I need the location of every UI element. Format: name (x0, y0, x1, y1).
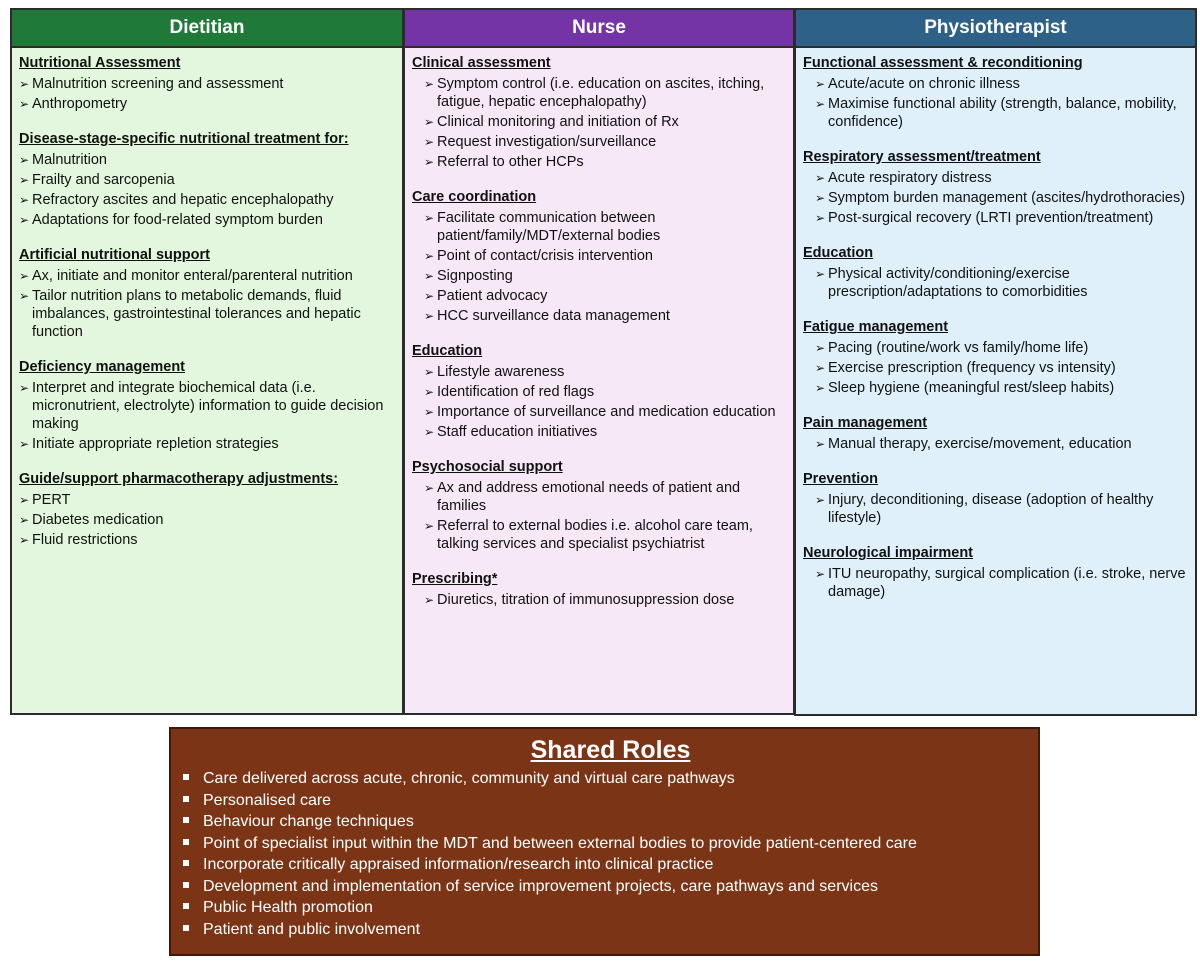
section-title: Neurological impairment (803, 545, 974, 561)
section (412, 188, 785, 325)
section (19, 470, 394, 549)
list-item-text: Staff education initiatives (437, 424, 598, 440)
section (412, 54, 785, 171)
list-item (815, 435, 1187, 453)
section-title: Respiratory assessment/treatment (803, 149, 1041, 165)
list-item (19, 287, 394, 341)
arrow-bullet-icon: ➢ (19, 173, 30, 187)
shared-role-item (183, 833, 1038, 855)
shared-role-item (183, 854, 1038, 876)
section (803, 54, 1187, 131)
list-item-text: Malnutrition (32, 152, 107, 168)
nurse-column (403, 8, 795, 715)
arrow-bullet-icon: ➢ (815, 171, 826, 185)
list-item (424, 75, 785, 111)
section (19, 246, 394, 341)
list-item-text: Acute/acute on chronic illness (828, 76, 1020, 92)
list-item (424, 591, 785, 609)
section (803, 318, 1187, 397)
physiotherapist-header: Physiotherapist (796, 10, 1195, 48)
list-item-text: PERT (32, 492, 71, 508)
arrow-bullet-icon: ➢ (19, 437, 30, 451)
nurse-body (405, 48, 793, 713)
section (412, 458, 785, 553)
section (19, 54, 394, 113)
list-item-text: Point of contact/crisis intervention (437, 248, 653, 264)
list-item-text: Request investigation/surveillance (437, 134, 657, 150)
list-item-text: Physical activity/conditioning/exercise prescription/adaptations to comorbidities (828, 266, 1088, 300)
list-item-text: Manual therapy, exercise/movement, education (828, 436, 1132, 452)
list-item-text: Interpret and integrate biochemical data (i.e. micronutrient, electrolyte) information to guide decision making (32, 380, 384, 432)
section-title: Pain management (803, 415, 928, 431)
list-item-text: Post-surgical recovery (LRTI prevention/treatment) (828, 210, 1154, 226)
shared-role-text: Incorporate critically appraised information/research into clinical practice (203, 856, 714, 873)
shared-role-item (183, 897, 1038, 919)
list-item (424, 517, 785, 553)
arrow-bullet-icon: ➢ (815, 361, 826, 375)
list-item (19, 267, 394, 285)
arrow-bullet-icon: ➢ (424, 405, 435, 419)
list-item (815, 169, 1187, 187)
list-item (424, 363, 785, 381)
list-item-text: Tailor nutrition plans to metabolic demands, fluid imbalances, gastrointestinal tolerances and hepatic function (32, 288, 361, 340)
shared-roles-title: Shared Roles (530, 736, 691, 764)
arrow-bullet-icon: ➢ (424, 155, 435, 169)
section (803, 148, 1187, 227)
list-item (424, 287, 785, 305)
list-item (424, 209, 785, 245)
arrow-bullet-icon: ➢ (424, 385, 435, 399)
list-item-text: Initiate appropriate repletion strategies (32, 436, 279, 452)
list-item (424, 153, 785, 171)
list-item (19, 379, 394, 433)
arrow-bullet-icon: ➢ (424, 309, 435, 323)
list-item-text: Sleep hygiene (meaningful rest/sleep habits) (828, 380, 1115, 396)
list-item-text: Identification of red flags (437, 384, 595, 400)
arrow-bullet-icon: ➢ (815, 493, 826, 507)
list-item-text: Acute respiratory distress (828, 170, 992, 186)
list-item (19, 75, 394, 93)
list-item-text: Ax, initiate and monitor enteral/parenteral nutrition (32, 268, 353, 284)
list-item (815, 565, 1187, 601)
list-item (815, 265, 1187, 301)
shared-role-text: Patient and public involvement (203, 920, 421, 938)
arrow-bullet-icon: ➢ (815, 267, 826, 281)
list-item-text: Referral to external bodies i.e. alcohol care team, talking services and specialist psychiatrist (437, 518, 753, 552)
shared-role-text: Care delivered across acute, chronic, community and virtual care pathways (203, 770, 735, 787)
list-item (19, 531, 394, 549)
list-item-text: Adaptations for food-related symptom burden (32, 212, 323, 228)
arrow-bullet-icon: ➢ (424, 519, 435, 533)
nurse-header: Nurse (405, 10, 793, 48)
list-item (815, 359, 1187, 377)
section-title: Guide/support pharmacotherapy adjustments: (19, 471, 339, 487)
square-bullet-icon (183, 839, 189, 845)
list-item (19, 171, 394, 189)
list-item-text: Refractory ascites and hepatic encephalopathy (32, 192, 334, 208)
section-title: Care coordination (412, 189, 537, 205)
section-title: Clinical assessment (412, 55, 551, 71)
shared-role-text: Public Health promotion (203, 899, 373, 916)
list-item (424, 423, 785, 441)
arrow-bullet-icon: ➢ (424, 425, 435, 439)
arrow-bullet-icon: ➢ (19, 289, 30, 303)
shared-role-text: Point of specialist input within the MDT and between external bodies to provide patient-centered care (203, 834, 917, 852)
arrow-bullet-icon: ➢ (815, 97, 826, 111)
arrow-bullet-icon: ➢ (19, 493, 30, 507)
shared-role-item (183, 768, 1038, 790)
section-title: Psychosocial support (412, 459, 563, 475)
list-item-text: Facilitate communication between patient/family/MDT/external bodies (437, 210, 661, 244)
section-title: Disease-stage-specific nutritional treatment for: (19, 131, 349, 147)
section (803, 414, 1187, 453)
arrow-bullet-icon: ➢ (19, 153, 30, 167)
square-bullet-icon (183, 903, 189, 909)
shared-roles-box (169, 727, 1040, 956)
list-item (19, 511, 394, 529)
list-item-text: Referral to other HCPs (437, 154, 584, 170)
list-item (424, 479, 785, 515)
list-item-text: Patient advocacy (437, 288, 548, 304)
arrow-bullet-icon: ➢ (19, 381, 30, 395)
list-item-text: Symptom control (i.e. education on ascites, itching, fatigue, hepatic encephalopathy) (437, 76, 765, 110)
arrow-bullet-icon: ➢ (424, 249, 435, 263)
list-item (815, 379, 1187, 397)
shared-role-text: Development and implementation of service improvement projects, care pathways and services (203, 877, 878, 895)
list-item (19, 151, 394, 169)
arrow-bullet-icon: ➢ (424, 269, 435, 283)
list-item (815, 209, 1187, 227)
section-title: Education (412, 343, 483, 359)
section (803, 244, 1187, 301)
list-item-text: HCC surveillance data management (437, 308, 670, 324)
arrow-bullet-icon: ➢ (424, 211, 435, 225)
section-title: Prevention (803, 471, 878, 487)
arrow-bullet-icon: ➢ (19, 97, 30, 111)
arrow-bullet-icon: ➢ (19, 533, 30, 547)
shared-role-item (183, 919, 1038, 941)
list-item (424, 133, 785, 151)
list-item (815, 189, 1187, 207)
list-item-text: Ax and address emotional needs of patient and families (437, 480, 741, 514)
section-title: Education (803, 245, 874, 261)
section (803, 544, 1187, 601)
arrow-bullet-icon: ➢ (815, 437, 826, 451)
arrow-bullet-icon: ➢ (19, 77, 30, 91)
list-item (19, 211, 394, 229)
arrow-bullet-icon: ➢ (19, 213, 30, 227)
list-item-text: Signposting (437, 268, 513, 284)
shared-role-text: Personalised care (203, 791, 332, 809)
shared-role-item (183, 811, 1038, 833)
list-item (19, 95, 394, 113)
section (19, 130, 394, 229)
shared-role-text: Behaviour change techniques (203, 813, 414, 830)
list-item-text: Fluid restrictions (32, 532, 138, 548)
section (19, 358, 394, 453)
list-item (424, 113, 785, 131)
shared-role-item (183, 876, 1038, 898)
shared-role-item (183, 790, 1038, 812)
arrow-bullet-icon: ➢ (424, 365, 435, 379)
section-title: Nutritional Assessment (19, 55, 181, 71)
dietitian-header: Dietitian (12, 10, 402, 48)
arrow-bullet-icon: ➢ (815, 381, 826, 395)
list-item (19, 191, 394, 209)
list-item (19, 491, 394, 509)
section (412, 570, 785, 609)
arrow-bullet-icon: ➢ (424, 77, 435, 91)
list-item (424, 247, 785, 265)
list-item-text: Pacing (routine/work vs family/home life) (828, 340, 1089, 356)
arrow-bullet-icon: ➢ (19, 513, 30, 527)
arrow-bullet-icon: ➢ (424, 115, 435, 129)
list-item (19, 435, 394, 453)
physiotherapist-column (794, 8, 1197, 716)
list-item (424, 307, 785, 325)
list-item (424, 267, 785, 285)
shared-roles-list (183, 768, 1038, 940)
list-item-text: Clinical monitoring and initiation of Rx (437, 114, 679, 130)
arrow-bullet-icon: ➢ (424, 593, 435, 607)
dietitian-body (12, 48, 402, 713)
section (412, 342, 785, 441)
list-item-text: Maximise functional ability (strength, balance, mobility, confidence) (828, 96, 1177, 130)
list-item (815, 75, 1187, 93)
section-title: Prescribing* (412, 571, 498, 587)
section (803, 470, 1187, 527)
physiotherapist-body (796, 48, 1195, 714)
square-bullet-icon (183, 925, 189, 931)
list-item-text: ITU neuropathy, surgical complication (i.e. stroke, nerve damage) (828, 566, 1186, 600)
list-item (815, 95, 1187, 131)
arrow-bullet-icon: ➢ (424, 289, 435, 303)
list-item-text: Anthropometry (32, 96, 128, 112)
square-bullet-icon (183, 774, 189, 780)
list-item-text: Importance of surveillance and medication education (437, 404, 776, 420)
square-bullet-icon (183, 882, 189, 888)
arrow-bullet-icon: ➢ (815, 341, 826, 355)
section-title: Deficiency management (19, 359, 186, 375)
arrow-bullet-icon: ➢ (815, 211, 826, 225)
list-item-text: Malnutrition screening and assessment (32, 76, 284, 92)
list-item (815, 491, 1187, 527)
section-title: Artificial nutritional support (19, 247, 210, 263)
arrow-bullet-icon: ➢ (19, 193, 30, 207)
list-item-text: Diabetes medication (32, 512, 164, 528)
arrow-bullet-icon: ➢ (815, 77, 826, 91)
arrow-bullet-icon: ➢ (424, 135, 435, 149)
list-item-text: Frailty and sarcopenia (32, 172, 175, 188)
arrow-bullet-icon: ➢ (815, 567, 826, 581)
square-bullet-icon (183, 796, 189, 802)
list-item (815, 339, 1187, 357)
list-item (424, 403, 785, 421)
section-title: Fatigue management (803, 319, 949, 335)
list-item-text: Injury, deconditioning, disease (adoption of healthy lifestyle) (828, 492, 1154, 526)
list-item-text: Lifestyle awareness (437, 364, 565, 380)
square-bullet-icon (183, 860, 189, 866)
dietitian-column (10, 8, 404, 715)
list-item-text: Diuretics, titration of immunosuppression dose (437, 592, 735, 608)
section-title: Functional assessment & reconditioning (803, 55, 1083, 71)
list-item-text: Exercise prescription (frequency vs intensity) (828, 360, 1116, 376)
square-bullet-icon (183, 817, 189, 823)
arrow-bullet-icon: ➢ (19, 269, 30, 283)
list-item-text: Symptom burden management (ascites/hydrothoracies) (828, 190, 1186, 206)
arrow-bullet-icon: ➢ (424, 481, 435, 495)
arrow-bullet-icon: ➢ (815, 191, 826, 205)
list-item (424, 383, 785, 401)
